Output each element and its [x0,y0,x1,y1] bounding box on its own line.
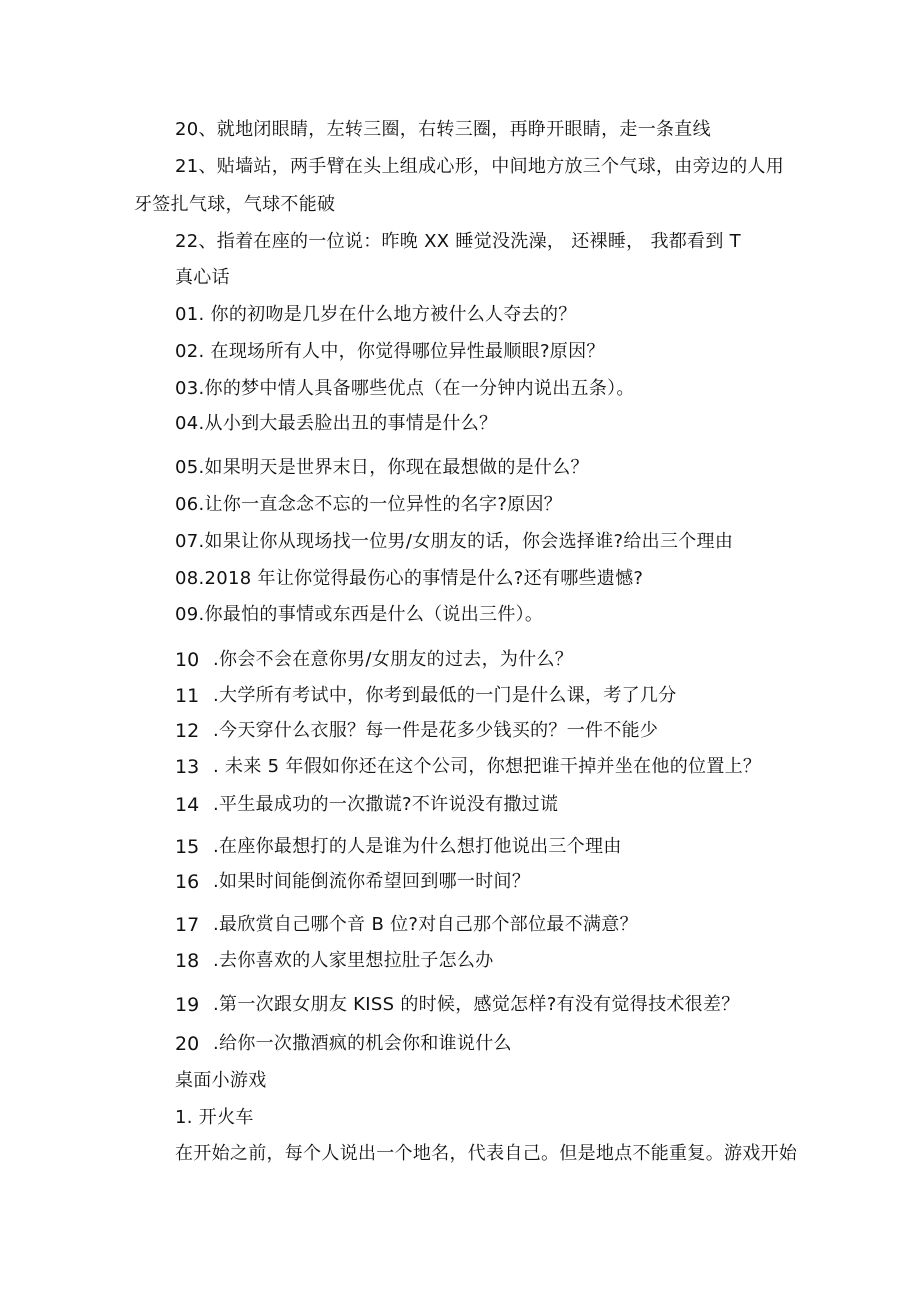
truth-item-text: .今天穿什么衣服？每一件是花多少钱买的？一件不能少 [213,720,659,741]
game-description: 在开始之前，每个人说出一个地名，代表自己。但是地点不能重复。游戏开始 [175,1143,798,1164]
truth-item: 04.从小到大最丢脸出丑的事情是什么？ [175,413,498,434]
truth-item: 01. 你的初吻是几岁在什么地方被什么人夺去的？ [175,304,577,325]
truth-item: 03.你的梦中情人具备哪些优点（在一分钟内说出五条）。 [175,378,635,399]
truth-item-number: 16 [175,871,200,893]
dare-item-22: 22、指着在座的一位说：昨晚 XX 睡觉没洗澡， 还裸睡， 我都看到 T [175,231,741,252]
truth-item-text: .去你喜欢的人家里想拉肚子怎么办 [213,950,494,971]
truth-item: 08.2018 年让你觉得最伤心的事情是什么?还有哪些遗憾? [175,568,644,589]
truth-item-text: .平生最成功的一次撒谎?不许说没有撒过谎 [213,794,559,815]
truth-item: 02. 在现场所有人中，你觉得哪位异性最顺眼?原因？ [175,341,605,362]
truth-item-text: . 未来 5 年假如你还在这个公司，你想把谁干掉并坐在他的位置上？ [213,756,762,777]
truth-item-number: 11 [175,685,200,707]
truth-item-number: 19 [175,994,200,1016]
truth-item-number: 12 [175,720,200,742]
truth-item: 05.如果明天是世界末日，你现在最想做的是什么？ [175,457,589,478]
truth-item-number: 13 [175,756,200,778]
game-title: 1. 开火车 [175,1107,254,1128]
truth-item: 06.让你一直念念不忘的一位异性的名字?原因？ [175,494,563,515]
truth-item-text: .给你一次撒酒疯的机会你和谁说什么 [213,1033,512,1054]
truth-item-number: 18 [175,950,200,972]
truth-item-number: 15 [175,836,200,858]
truth-item: 07.如果让你从现场找一位男/女朋友的话，你会选择谁?给出三个理由 [175,531,734,552]
truth-item-text: .大学所有考试中，你考到最低的一门是什么课，考了几分 [213,685,677,706]
truth-item-text: .你会不会在意你男/女朋友的过去，为什么？ [213,649,574,670]
games-heading: 桌面小游戏 [175,1070,267,1091]
truth-item-text: .如果时间能倒流你希望回到哪一时间？ [213,871,531,892]
truth-item-number: 20 [175,1033,200,1055]
truth-item-number: 14 [175,794,200,816]
truth-item-text: .最欣赏自己哪个音 B 位?对自己那个部位最不满意？ [213,914,638,935]
truth-item-text: .第一次跟女朋友 KISS 的时候，感觉怎样?有没有觉得技术很差？ [213,994,740,1015]
dare-item-21: 21、贴墙站，两手臂在头上组成心形，中间地方放三个气球，由旁边的人用 [175,156,785,177]
truth-heading: 真心话 [175,267,230,288]
dare-item-20: 20、就地闭眼睛，左转三圈，右转三圈，再睁开眼睛，走一条直线 [175,119,711,140]
truth-item: 09.你最怕的事情或东西是什么（说出三件）。 [175,604,544,625]
truth-item-number: 10 [175,649,200,671]
dare-item-21-continued: 牙签扎气球，气球不能破 [134,194,336,215]
truth-item-text: .在座你最想打的人是谁为什么想打他说出三个理由 [213,836,622,857]
truth-item-number: 17 [175,914,200,936]
